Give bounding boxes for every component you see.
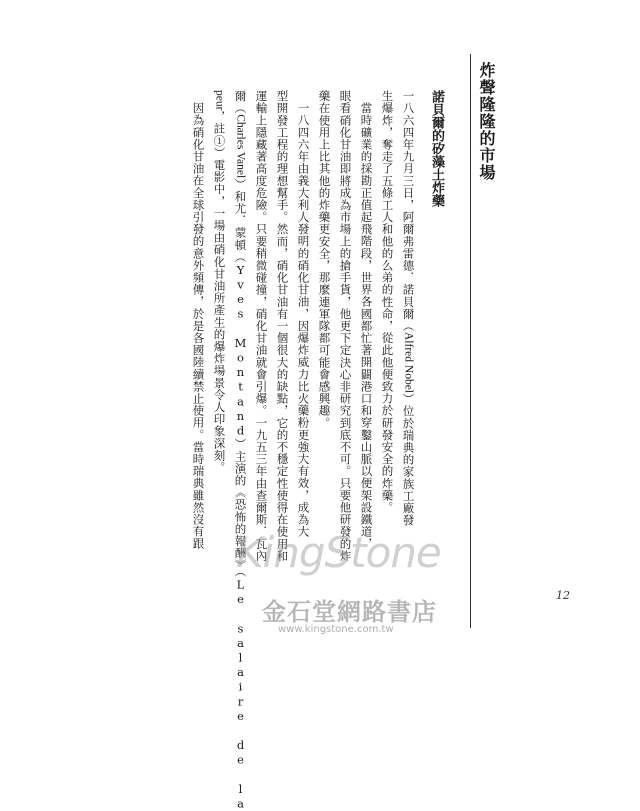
body-line: 爾（Charles Vanel）和尤．蒙頓（Yves Montand）主演的《恐怖的報酬》（Le salaire de la [233,90,248,811]
watermark-chinese: 金石堂網路書店 [262,598,437,626]
watermark-url: www.kingstone.com.tw [278,624,394,635]
body-line: 因為硝化甘油在全球引發的意外頻傳，於是各國陸續禁止使用。當時瑞典雖然沒有跟 [191,102,206,550]
body-line: 當時礦業的採勘正值起飛階段，世界各國都忙著開闢港口和穿鑿山脈以便架設鐵道， [359,102,374,550]
body-line: 一八六四年九月三日，阿爾弗雷德．諾貝爾（Alfred Nobel）位於瑞典的家族工廠發 [401,90,416,527]
body-line: 運輸上隱藏著高度危險。只要稍微碰撞，硝化甘油就會引爆。一九五三年由查爾斯．瓦內 [254,90,269,562]
body-line: 藥在使用上比其他的炸藥更安全，那麼連軍隊都可能會感興趣。 [317,90,332,429]
body-line: 生爆炸，奪走了五條工人和他的么弟的性命，從此他便致力於研發安全的炸藥。 [380,90,395,514]
watermark-logo: KingStone [236,528,441,577]
body-line: 一八四六年由義大利人發明的硝化甘油，因爆炸威力比火藥粉更強大有效，成為大 [296,102,311,538]
page-number: 12 [556,589,570,602]
body-line: 眼看硝化甘油即將成為市場上的搶手貨，他更下定決心非研究到底不可。只要他研發的炸 [338,90,353,562]
body-line: peur，註①）電影中，一場由硝化甘油所產生的爆炸場景令人印象深刻。 [212,90,227,474]
section-heading: 諾貝爾的矽藻土炸藥 [429,90,444,207]
chapter-divider-rule [470,54,471,628]
chapter-title: 炸聲隆隆的市場 [477,62,496,181]
body-line: 型開發工程的理想幫手。然而，硝化甘油有一個很大的缺點，它的不穩定性使得在使用和 [275,90,290,562]
